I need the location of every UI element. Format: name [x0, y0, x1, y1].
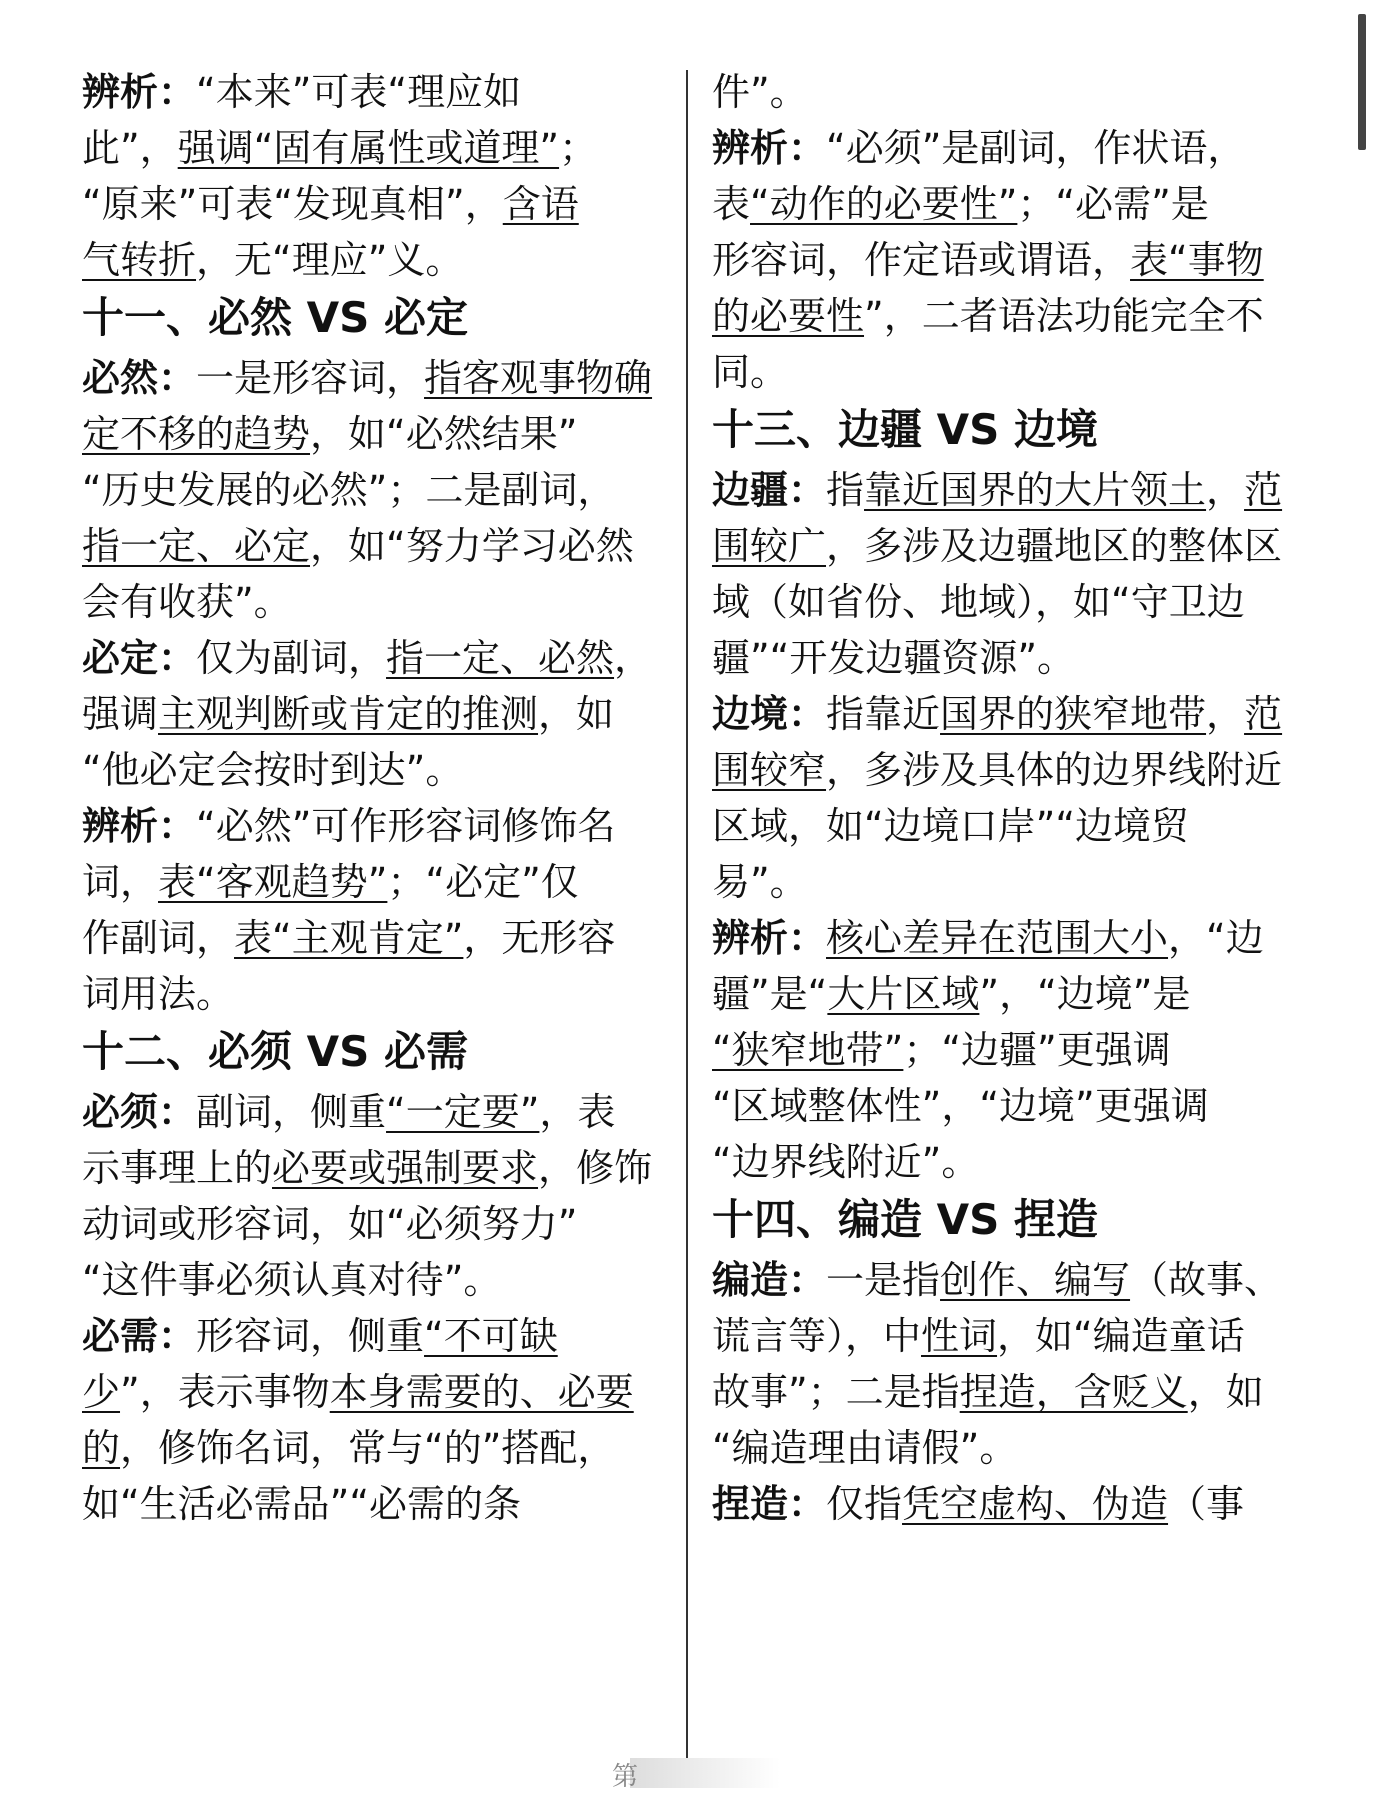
heading-text: 十三、边疆 VS 边境	[712, 405, 1098, 454]
term-label: 必然：	[82, 356, 197, 400]
underlined-text: “一定要”	[386, 1090, 540, 1134]
underlined-text: 的必要性	[712, 294, 865, 338]
text-line	[82, 578, 292, 626]
body-text: 同。	[712, 350, 789, 394]
text-line	[82, 68, 521, 116]
term-label: 边境：	[712, 692, 827, 736]
body-text: 词，	[82, 860, 159, 904]
text-line	[82, 914, 615, 962]
text-line	[712, 1138, 979, 1186]
underlined-text: 靠近国界的大片领土	[864, 468, 1207, 512]
body-text: “历史发展的必然”；二是副词，	[82, 468, 616, 512]
text-line	[82, 802, 615, 850]
term-label: 辨析：	[82, 804, 197, 848]
body-text: 形容词，侧重	[196, 1314, 425, 1358]
underlined-text: 表“事物	[1130, 238, 1264, 282]
body-text: ，如	[538, 692, 615, 736]
body-text: 疆”“开发边疆资源”。	[712, 636, 1076, 680]
text-line	[82, 522, 634, 570]
underlined-text: 含语	[502, 182, 579, 226]
underlined-text: 表“主观肯定”	[234, 916, 464, 960]
text-line	[82, 634, 652, 682]
text-line	[82, 1312, 558, 1360]
body-text: “他必定会按时到达”。	[82, 748, 464, 792]
body-text: ，表	[539, 1090, 616, 1134]
body-text: ；“必定”仅	[387, 860, 579, 904]
text-line	[712, 124, 1245, 172]
body-text: 形容词，作定语或谓语，	[712, 238, 1131, 282]
underlined-text: “不可缺	[424, 1314, 558, 1358]
text-line	[712, 914, 1264, 962]
text-line	[82, 1200, 577, 1248]
body-text: 域（如省份、地域），如“守卫边	[712, 580, 1245, 624]
underlined-text: 范	[1244, 468, 1283, 512]
body-text: ，如	[1187, 1370, 1264, 1414]
underlined-text: 捏造，含贬义	[959, 1370, 1188, 1414]
text-line	[712, 236, 1264, 284]
body-text: “边界线附近”。	[712, 1140, 980, 1184]
term-label: 辨析：	[712, 916, 827, 960]
body-text: ，	[1206, 692, 1245, 736]
body-text: 疆”是“	[712, 972, 828, 1016]
term-label: 必定：	[82, 636, 197, 680]
text-line	[712, 970, 1190, 1018]
term-label: 辨析：	[712, 126, 827, 170]
text-line	[82, 1088, 615, 1136]
body-text: 动词或形容词，如“必须努力”	[82, 1202, 578, 1246]
body-text: 此”，	[82, 126, 178, 170]
text-line	[712, 1312, 1245, 1360]
scrollbar[interactable]	[1358, 14, 1366, 150]
underlined-text: 强调“固有属性或道理”	[177, 126, 560, 170]
underlined-text: 本身需要的、必要	[329, 1370, 634, 1414]
text-line	[712, 1368, 1264, 1416]
body-text: 作副词，	[82, 916, 235, 960]
underlined-text: 气转折	[82, 238, 197, 282]
text-line	[82, 690, 614, 738]
heading-text: 十四、编造 VS 捏造	[712, 1195, 1098, 1244]
body-text: ，无形容	[463, 916, 616, 960]
text-line	[712, 634, 1075, 682]
underlined-text: “狭窄地带”	[712, 1028, 904, 1072]
term-label: 编造：	[712, 1258, 827, 1302]
body-text: （故事、	[1130, 1258, 1283, 1302]
underlined-text: “动作的必要性”	[750, 182, 1018, 226]
body-text: （事	[1168, 1482, 1245, 1526]
body-text: 词用法。	[82, 972, 235, 1016]
body-text: “这件事必须认真对待”。	[82, 1258, 502, 1302]
body-text: 副词，侧重	[196, 1090, 387, 1134]
text-line	[712, 180, 1209, 228]
text-line	[712, 522, 1282, 570]
text-line	[82, 180, 579, 228]
section-heading	[712, 1196, 1098, 1244]
text-line	[82, 354, 652, 402]
body-text: 指靠近	[826, 692, 941, 736]
body-text: 仅指	[826, 1482, 903, 1526]
body-text: ”，“边境”是	[979, 972, 1191, 1016]
body-text: “必然”可作形容词修饰名	[196, 804, 616, 848]
text-line	[712, 348, 788, 396]
body-text: ；“必需”是	[1017, 182, 1209, 226]
body-text: ，	[1206, 468, 1245, 512]
text-line	[712, 1026, 1171, 1074]
footer-fade	[630, 1758, 780, 1788]
text-line	[712, 1480, 1244, 1528]
text-line	[82, 410, 577, 458]
underlined-text: 创作、编写	[940, 1258, 1131, 1302]
section-heading	[712, 406, 1098, 454]
underlined-text: 大片区域	[827, 972, 980, 1016]
text-line	[712, 578, 1245, 626]
body-text: 谎言等），中	[712, 1314, 922, 1358]
term-label: 必需：	[82, 1314, 197, 1358]
text-line	[82, 236, 463, 284]
body-text: ，修饰	[538, 1146, 653, 1190]
body-text: 仅为副词，	[196, 636, 387, 680]
body-text: 会有收获”。	[82, 580, 292, 624]
text-line	[82, 1480, 521, 1528]
underlined-text: 指客观事物确	[424, 356, 653, 400]
body-text: ，如“编造童话	[997, 1314, 1245, 1358]
text-line	[82, 746, 463, 794]
text-line	[82, 858, 579, 906]
text-line	[712, 858, 808, 906]
underlined-text: 指一定、必然	[386, 636, 615, 680]
section-heading	[82, 294, 468, 342]
body-text: ，多涉及具体的边界线附近	[826, 748, 1283, 792]
body-text: ”，二者语法功能完全不	[864, 294, 1264, 338]
text-line	[712, 1424, 1017, 1472]
text-line	[712, 1082, 1209, 1130]
text-line	[712, 690, 1282, 738]
text-line	[712, 292, 1264, 340]
column-divider	[686, 70, 688, 1770]
text-line	[82, 1144, 652, 1192]
underlined-text: 围较窄	[712, 748, 827, 792]
body-text: “区域整体性”，“边境”更强调	[712, 1084, 1209, 1128]
text-line	[712, 466, 1282, 514]
underlined-text: 定不移的趋势	[82, 412, 311, 456]
text-line	[82, 1368, 634, 1416]
text-line	[712, 1256, 1282, 1304]
body-text: ，“边	[1168, 916, 1264, 960]
body-text: ；“边疆”更强调	[903, 1028, 1171, 1072]
term-label: 必须：	[82, 1090, 197, 1134]
body-text: “原来”可表“发现真相”，	[82, 182, 503, 226]
body-text: ，如“必然结果”	[310, 412, 578, 456]
underlined-text: 范	[1244, 692, 1283, 736]
body-text: ；	[559, 126, 598, 170]
body-text: 易”。	[712, 860, 808, 904]
body-text: ，	[614, 636, 653, 680]
underlined-text: 必要或强制要求	[272, 1146, 539, 1190]
body-text: “本来”可表“理应如	[196, 70, 522, 114]
body-text: “编造理由请假”。	[712, 1426, 1018, 1470]
underlined-text: 指一定、必定	[82, 524, 311, 568]
body-text: “必须”是副词，作状语，	[826, 126, 1246, 170]
body-text: 一是指	[826, 1258, 941, 1302]
underlined-text: 凭空虚构、伪造	[902, 1482, 1169, 1526]
body-text: 一是形容词，	[196, 356, 425, 400]
body-text: 故事”；二是指	[712, 1370, 960, 1414]
text-line	[82, 466, 615, 514]
body-text: ，修饰名词，常与“的”搭配，	[120, 1426, 616, 1470]
text-line	[712, 802, 1189, 850]
term-label: 捏造：	[712, 1482, 827, 1526]
body-text: 如“生活必需品”“必需的条	[82, 1482, 522, 1526]
heading-text: 十二、必须 VS 必需	[82, 1027, 468, 1076]
underlined-text: 主观判断或肯定的推测	[158, 692, 539, 736]
page-footer: 第	[612, 1762, 639, 1792]
underlined-text: 围较广	[712, 524, 827, 568]
body-text: ，多涉及边疆地区的整体区	[826, 524, 1283, 568]
body-text: 指	[826, 468, 865, 512]
term-label: 边疆：	[712, 468, 827, 512]
body-text: 强调	[82, 692, 159, 736]
text-line	[82, 1256, 501, 1304]
underlined-text: 核心差异在范围大小	[826, 916, 1169, 960]
underlined-text: 表“客观趋势”	[158, 860, 388, 904]
body-text: 区域，如“边境口岸”“边境贸	[712, 804, 1190, 848]
term-label: 辨析：	[82, 70, 197, 114]
underlined-text: 的	[82, 1426, 121, 1470]
body-text: ，如“努力学习必然	[310, 524, 634, 568]
text-line	[82, 124, 597, 172]
underlined-text: 少	[82, 1370, 121, 1414]
text-line	[712, 746, 1282, 794]
section-heading	[82, 1028, 468, 1076]
underlined-text: 国界的狭窄地带	[940, 692, 1207, 736]
text-line	[712, 68, 808, 116]
heading-text: 十一、必然 VS 必定	[82, 293, 468, 342]
text-line	[82, 1424, 615, 1472]
body-text: 件”。	[712, 70, 808, 114]
body-text: ，无“理应”义。	[196, 238, 464, 282]
body-text: ”，表示事物	[120, 1370, 330, 1414]
body-text: 示事理上的	[82, 1146, 273, 1190]
body-text: 表	[712, 182, 751, 226]
text-line	[82, 970, 234, 1018]
underlined-text: 性词	[921, 1314, 998, 1358]
